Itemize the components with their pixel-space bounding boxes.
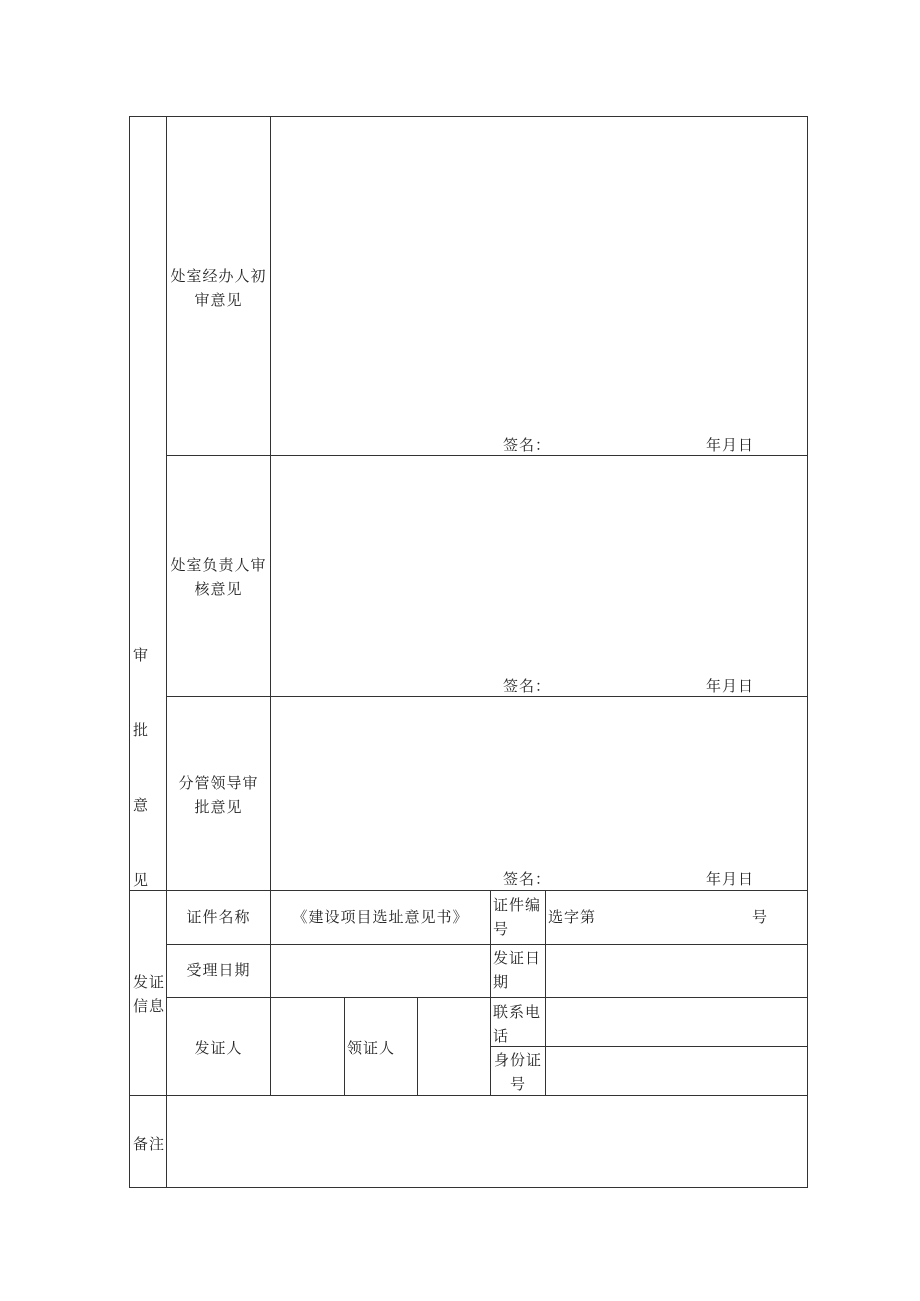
table-border-left bbox=[129, 116, 130, 1188]
approval-section-char-2: 批 bbox=[133, 721, 150, 739]
table-border-right bbox=[807, 116, 808, 1188]
divider-cert-2 bbox=[166, 997, 808, 998]
id-number-label: 身份证 号 bbox=[493, 1051, 542, 1093]
approval-row-label: 处室经办人初 审意见 bbox=[170, 267, 267, 309]
table-border-top bbox=[129, 116, 808, 117]
phone-label: 联系电 话 bbox=[493, 1003, 542, 1045]
accept-date-label: 受理日期 bbox=[186, 961, 251, 979]
sign-label: 签名： bbox=[503, 677, 552, 695]
divider-cert-end bbox=[129, 1095, 808, 1096]
divider-cert-col-receiver bbox=[417, 997, 418, 1096]
cert-number-suffix: 号 bbox=[752, 908, 769, 926]
date-label: 年月日 bbox=[706, 677, 755, 695]
divider-label-col bbox=[270, 116, 271, 1096]
approval-section-char-4: 见 bbox=[133, 871, 150, 889]
cert-name-label: 证件名称 bbox=[186, 908, 251, 926]
sign-label: 签名： bbox=[503, 436, 552, 454]
approval-section-char-1: 审 bbox=[133, 646, 150, 664]
issuer-label: 发证人 bbox=[194, 1039, 243, 1057]
cert-section-label: 发证 信息 bbox=[133, 973, 166, 1015]
date-label: 年月日 bbox=[706, 870, 755, 888]
sign-label: 签名： bbox=[503, 870, 552, 888]
cert-number-prefix: 选字第 bbox=[548, 908, 597, 926]
table-border-bottom bbox=[129, 1187, 808, 1188]
cert-number-label: 证件编 号 bbox=[493, 896, 542, 938]
divider-cert-1 bbox=[166, 944, 808, 945]
issue-date-label: 发证日 期 bbox=[493, 949, 542, 991]
receiver-label: 领证人 bbox=[347, 1039, 396, 1057]
divider-cert-col-b bbox=[545, 890, 546, 1096]
approval-row-label: 处室负责人审 核意见 bbox=[170, 556, 267, 598]
cert-name-value: 《建设项目选址意见书》 bbox=[292, 908, 469, 926]
approval-row-label: 分管领导审 批意见 bbox=[178, 774, 259, 816]
approval-section-char-3: 意 bbox=[133, 796, 150, 814]
date-label: 年月日 bbox=[706, 436, 755, 454]
remarks-label: 备注 bbox=[133, 1135, 166, 1153]
divider-cert-col-issuer bbox=[344, 997, 345, 1096]
